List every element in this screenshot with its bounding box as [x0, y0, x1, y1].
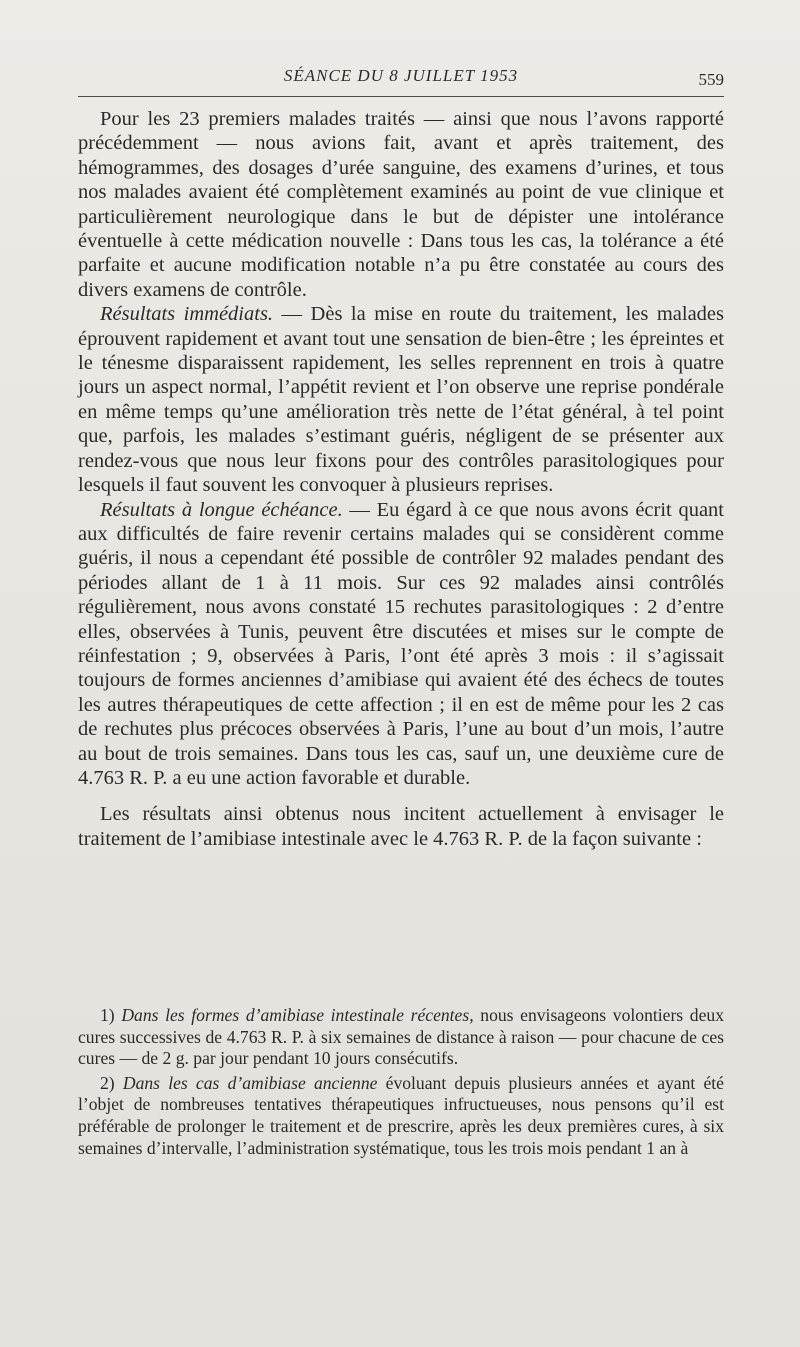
paragraph-tolerance: Pour les 23 premiers malades traités — ainsi que nous l’avons rapporté précédemment — nous avions fait, avant et après traitement, des hémogrammes, des dosages d’urée sanguine, des examens d’urines, et tous nos malades avaient été complètement examinés au point de vue clinique et particulièrement neurologique dans le but de dépister une intolérance éventuelle à cette médication nouvelle : Dans tous les cas, la tolérance a été parfaite et aucune modification notable n’a pu être constatée au cours des divers examens de contrôle.: [78, 108, 724, 301]
list-text-old-cases: évoluant depuis plusieurs années et ayant été l’objet de nombreuses tentatives thérapeutiques infructueuses, nous pensons qu’il est préférable de prolonger le traitement et de prescrire, après les deux premières cures, à six semaines d’intervalle, l’administration systématique, tous les trois mois pendant 1 an à: [78, 1072, 724, 1158]
page-number: 559: [698, 70, 724, 89]
immediate-results-text: — Dès la mise en route du traitement, les malades éprouvent rapidement et avant tout une sensation de bien-être ; les épreintes et le ténesme disparaissent rapidement, les selles reprennent en trois à quatre jours un aspect normal, l’appétit revient et l’on observe une reprise pondérale en même temps qu’une amélioration très nette de l’état général, à tel point que, parfois, les malades s’estimant guéris, négligent de se présenter aux rendez-vous que nous leur fixons pour des contrôles parasitologiques pour lesquels il faut souvent les convoquer à plusieurs reprises.: [78, 303, 725, 497]
list-number: 1): [100, 1005, 122, 1025]
list-heading-recent-forms: Dans les formes d’amibiase intestinale récentes,: [121, 1005, 474, 1025]
paragraph-immediate-results: [78, 302, 724, 497]
list-item-old-cases: [78, 1073, 724, 1159]
list-heading-old-cases: Dans les cas d’amibiase ancienne: [122, 1072, 378, 1093]
list-number: 2): [100, 1072, 123, 1093]
paragraph-long-term-results: [78, 498, 724, 791]
paragraph-treatment-plan: Les résultats ainsi obtenus nous incitent actuellement à envisager le traitement de l’amibiase intestinale avec le 4.763 R. P. de la façon suivante :: [78, 803, 724, 850]
running-title: SÉANCE DU 8 JUILLET 1953: [283, 66, 519, 85]
section-heading-long-term-results: Résultats à longue échéance.: [100, 498, 343, 521]
list-item-recent-forms: [78, 1005, 724, 1070]
long-term-results-text: — Eu égard à ce que nous avons écrit quant aux difficultés de faire revenir certains malades qui se considèrent comme guéris, il nous a cependant été possible de contrôler 92 malades pendant des périodes allant de 1 à 11 mois. Sur ces 92 malades ainsi contrôlés régulièrement, nous avons constaté 15 rechutes parasitologiques : 2 d’entre elles, observées à Tunis, peuvent être discutées et mises sur le compte de réinfestation ; 9, observées à Paris, l’ont été après 3 mois : il s’agissait toujours de formes anciennes d’amibiase qui avaient été des échecs de toutes les autres thérapeutiques de cette affection ; il en est de même pour les 2 cas de rechutes plus précoces observées à Paris, l’une au bout d’un mois, l’autre au bout de trois semaines. Dans tous les cas, sauf un, une deuxième cure de 4.763 R. P. a eu une action favorable et durable.: [78, 498, 724, 789]
list-text-recent-forms: nous envisageons volontiers deux cures successives de 4.763 R. P. à six semaines de distance à raison — pour chacune de ces cures — de 2 g. par jour pendant 10 jours consécutifs.: [78, 1005, 725, 1069]
page-header: [78, 62, 724, 97]
treatment-list: [78, 1005, 724, 1159]
main-text: [78, 107, 724, 851]
section-heading-immediate-results: Résultats immédiats.: [100, 303, 274, 326]
